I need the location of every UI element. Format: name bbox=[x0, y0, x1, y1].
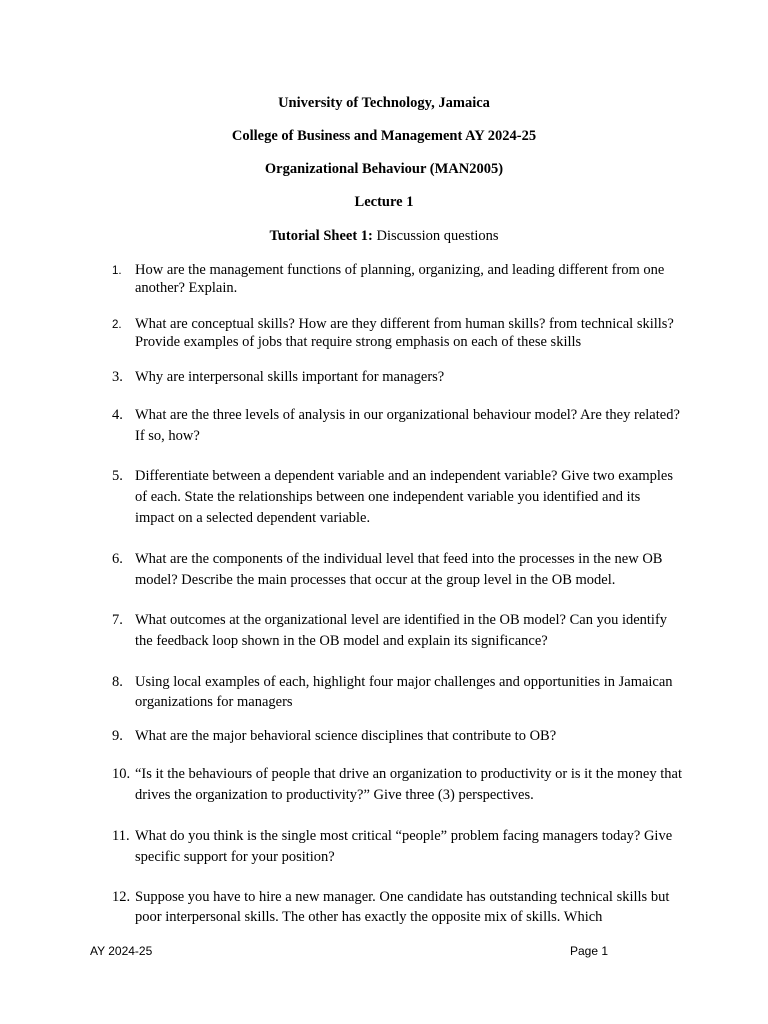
question-text: Why are interpersonal skills important for managers? bbox=[135, 369, 445, 385]
question-number: 12. bbox=[112, 889, 131, 905]
question-text: How are the management functions of planning, organizing, and leading different from one another? Explain. bbox=[135, 262, 665, 296]
question-text: “Is it the behaviours of people that drive an organization to productivity or is it the money that drives the organization to productivity?” Give three (3) perspectives. bbox=[135, 766, 682, 803]
tutorial-description: Discussion questions bbox=[372, 228, 499, 244]
question-number: 6. bbox=[112, 551, 123, 567]
question-number: 5. bbox=[112, 468, 123, 484]
footer-academic-year: AY 2024-25 bbox=[90, 944, 153, 958]
tutorial-title bbox=[0, 228, 768, 245]
question-text: What are conceptual skills? How are they different from human skills? from technical skills? Provide examples of jobs that require strong emphasis on each of these skills bbox=[135, 316, 674, 350]
question-number: 11. bbox=[112, 828, 130, 844]
question-text: What are the major behavioral science disciplines that contribute to OB? bbox=[135, 728, 557, 744]
question-text: Using local examples of each, highlight four major challenges and opportunities in Jamaican organizations for managers bbox=[135, 674, 673, 710]
question-text: Differentiate between a dependent variable and an independent variable? Give two examples of each. State the relationships between one independent variable you identified and its impact on a selected dependent variable. bbox=[135, 468, 674, 526]
college-title: College of Business and Management AY 2024-25 bbox=[231, 128, 537, 144]
course-title: Organizational Behaviour (MAN2005) bbox=[264, 161, 504, 177]
question-number: 9. bbox=[112, 728, 123, 744]
tutorial-label: Tutorial Sheet 1: bbox=[269, 228, 373, 244]
question-text: What are the three levels of analysis in our organizational behaviour model? Are they related? If so, how? bbox=[135, 407, 680, 444]
question-number: 7. bbox=[112, 612, 123, 628]
question-text: Suppose you have to hire a new manager. One candidate has outstanding technical skills but poor interpersonal skills. The other has exactly the opposite mix of skills. Which bbox=[135, 889, 670, 925]
question-number: 1. bbox=[112, 265, 122, 277]
question-number: 8. bbox=[112, 674, 123, 690]
university-title: University of Technology, Jamaica bbox=[278, 95, 490, 111]
question-number: 4. bbox=[112, 407, 123, 423]
footer-page-number: Page 1 bbox=[570, 944, 609, 958]
lecture-title: Lecture 1 bbox=[354, 194, 414, 210]
question-number: 10. bbox=[112, 766, 131, 782]
question-number: 2. bbox=[112, 319, 122, 331]
question-text: What are the components of the individual level that feed into the processes in the new OB model? Describe the main processes that occur at the group level in the OB model. bbox=[135, 551, 663, 588]
question-text: What outcomes at the organizational level are identified in the OB model? Can you identify the feedback loop shown in the OB model and explain its significance? bbox=[135, 612, 668, 649]
question-text: What do you think is the single most critical “people” problem facing managers today? Give specific support for your position? bbox=[135, 828, 673, 865]
question-number: 3. bbox=[112, 369, 123, 385]
